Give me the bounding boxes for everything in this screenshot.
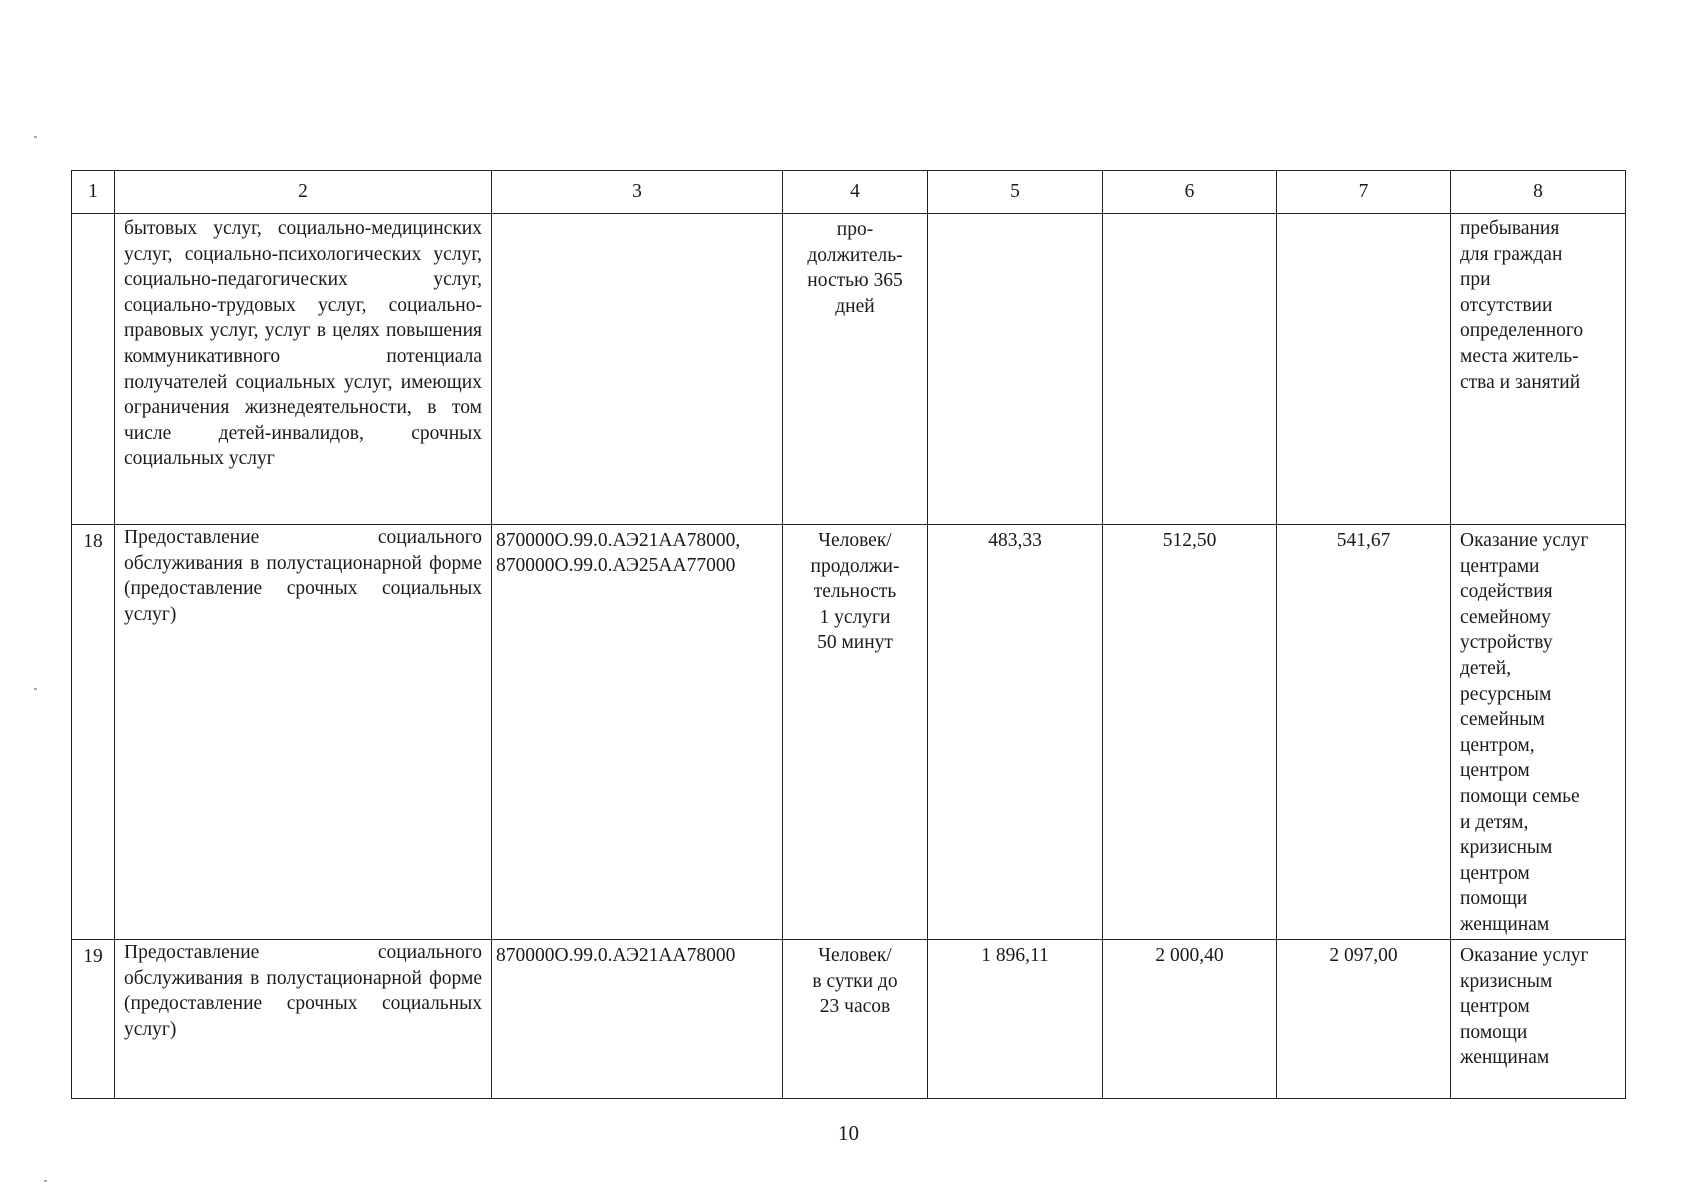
services-table xyxy=(71,170,1626,1099)
unit-cell: Человек/ в сутки до 23 часов xyxy=(783,940,928,1099)
service-name-cell: бытовых услуг, социально-медицинских услуг, социально-психологических услуг, социально-педагогических услуг, социально-трудовых услуг, социально-правовых услуг, услуг в целях повышения коммуникативного потенциала получателей социальных услуг, имеющих ограничения жизнедеятельности, в том числе детей-инвалидов, срочных социальных услуг xyxy=(115,214,492,525)
header-cell-6: 6 xyxy=(1103,171,1277,214)
header-cell-1: 1 xyxy=(72,171,115,214)
table-row-18 xyxy=(72,525,1626,940)
value-cell-6: 512,50 xyxy=(1103,525,1277,940)
registry-code-cell: 870000О.99.0.АЭ21АА78000 xyxy=(492,940,783,1099)
note-cell: пребывания для граждан при отсутствии определенного места житель- ства и занятий xyxy=(1451,214,1626,525)
value-cell-7: 541,67 xyxy=(1277,525,1451,940)
header-cell-8: 8 xyxy=(1451,171,1626,214)
row-number-cell: 19 xyxy=(72,940,115,1099)
note-cell: Оказание услуг кризисным центром помощи женщинам xyxy=(1451,940,1626,1099)
scan-speck xyxy=(34,688,37,690)
service-name-cell: Предоставление социального обслуживания в полустационарной форме (предоставление срочных социальных услуг) xyxy=(115,525,492,940)
value-cell-6 xyxy=(1103,214,1277,525)
header-cell-7: 7 xyxy=(1277,171,1451,214)
registry-code-cell: 870000О.99.0.АЭ21АА78000, 870000О.99.0.АЭ25АА77000 xyxy=(492,525,783,940)
row-number-cell: 18 xyxy=(72,525,115,940)
registry-code-cell xyxy=(492,214,783,525)
table-row-19 xyxy=(72,940,1626,1099)
note-cell: Оказание услуг центрами содействия семейному устройству детей, ресурсным семейным центром, центром помощи семье и детям, кризисным центром помощи женщинам xyxy=(1451,525,1626,940)
services-table-container xyxy=(71,170,1626,1099)
value-cell-5: 1 896,11 xyxy=(928,940,1103,1099)
unit-cell: про- должитель- ностью 365 дней xyxy=(783,214,928,525)
header-row xyxy=(72,171,1626,214)
value-cell-5: 483,33 xyxy=(928,525,1103,940)
scan-speck xyxy=(34,136,37,138)
header-cell-3: 3 xyxy=(492,171,783,214)
header-cell-4: 4 xyxy=(783,171,928,214)
row-number-cell xyxy=(72,214,115,525)
table-row-continued xyxy=(72,214,1626,525)
value-cell-6: 2 000,40 xyxy=(1103,940,1277,1099)
service-name-cell: Предоставление социального обслуживания в полустационарной форме (предоставление срочных социальных услуг) xyxy=(115,940,492,1099)
header-cell-2: 2 xyxy=(115,171,492,214)
value-cell-7 xyxy=(1277,214,1451,525)
unit-cell: Человек/ продолжи- тельность 1 услуги 50 минут xyxy=(783,525,928,940)
page-number: 10 xyxy=(838,1121,859,1145)
value-cell-5 xyxy=(928,214,1103,525)
header-cell-5: 5 xyxy=(928,171,1103,214)
scan-speck xyxy=(44,1180,47,1182)
value-cell-7: 2 097,00 xyxy=(1277,940,1451,1099)
